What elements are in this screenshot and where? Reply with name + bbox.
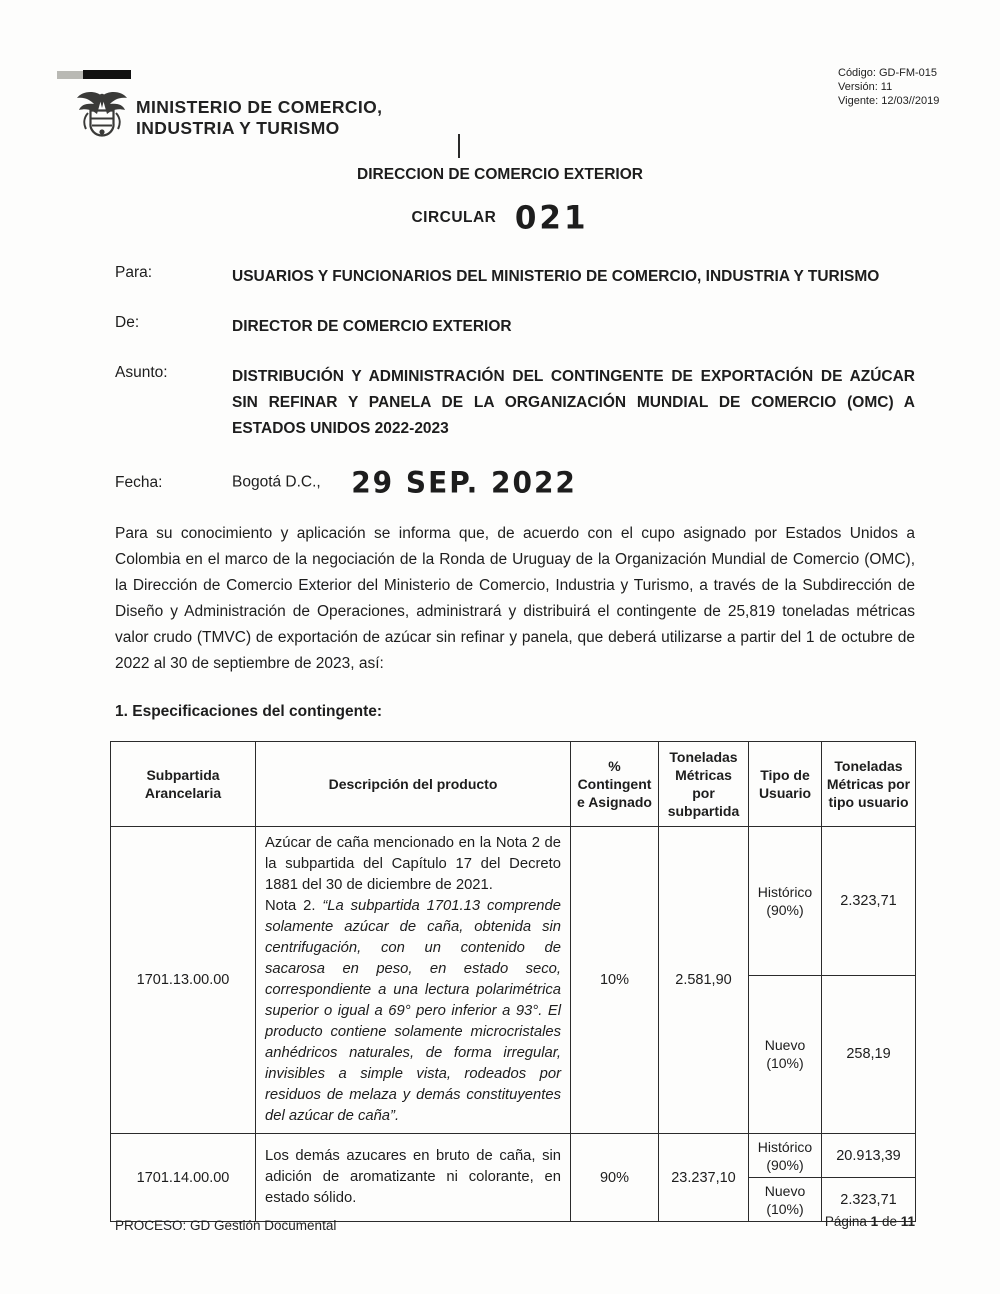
- tipo-usuario-cell: Nuevo (10%): [749, 1178, 822, 1222]
- ton-subpartida-cell: 2.581,90: [659, 827, 749, 1134]
- document-body: [0, 160, 1000, 1222]
- para-label: Para:: [115, 264, 153, 281]
- descripcion-cell: Los demás azucares en bruto de caña, sin adición de aromatizante ni colorante, en estado sólido.: [256, 1134, 571, 1222]
- pct-cell: 10%: [571, 827, 659, 1134]
- ton-tipo-cell: 2.323,71: [822, 827, 916, 976]
- col-header-ton-tipo: Toneladas Métricas por tipo usuario: [822, 742, 916, 827]
- circular-number-stamp: 021: [514, 199, 589, 237]
- ministry-title-line1: MINISTERIO DE COMERCIO,: [136, 97, 383, 117]
- tipo-usuario-cell: Histórico (90%): [749, 827, 822, 976]
- fecha-city: Bogotá D.C.,: [232, 473, 321, 491]
- scan-mark: [458, 134, 460, 158]
- table-row: [111, 1134, 916, 1178]
- circular-label: CIRCULAR: [411, 209, 497, 226]
- quota-table: [110, 741, 916, 1222]
- page-prefix: Página: [824, 1214, 871, 1229]
- asunto-label: Asunto:: [115, 364, 168, 381]
- intro-paragraph: Para su conocimiento y aplicación se informa que, de acuerdo con el cupo asignado por Estados Unidos a Colombia en el marco de la negociación de la Ronda de Uruguay de la Organización Mundial de Comercio (OMC), la Dirección de Comercio Exterior del Ministerio de Comercio, Industria y Turismo, a través de la Subdirección de Diseño y Administración de Operaciones, administrará y distribuirá el contingente de 25,819 toneladas métricas valor crudo (TMVC) de exportación de azúcar sin refinar y panela, que deberá utilizarse a partir del 1 de octubre de 2022 al 30 de septiembre de 2023, así:: [115, 525, 915, 672]
- page-indicator: [825, 1214, 915, 1229]
- descripcion-nota-quote: “La subpartida 1701.13 comprende solamente azúcar de caña, obtenida sin centrifugación, con un contenido de sacarosa en peso, en estado seco, correspondiente a una lectura polarimétrica superior o igual a 69° pero inferior a 93°. El producto contiene solamente microcristales anhédricos naturales, de forma irregular, invisibles a simple vista, rodeados por residuos de melaza y demás constituyentes del azúcar de caña”.: [265, 898, 561, 1124]
- ton-subpartida-cell: 23.237,10: [659, 1134, 749, 1222]
- subpartida-cell: 1701.13.00.00: [111, 827, 256, 1134]
- circular-line: [0, 200, 1000, 240]
- col-header-pct: % Contingente Asignado: [571, 742, 659, 827]
- document-code-block: [838, 66, 939, 108]
- page-number: 1: [870, 1214, 879, 1229]
- code-label: Código: GD-FM-015: [838, 67, 938, 79]
- meta-section: [0, 264, 1000, 499]
- tipo-usuario-cell: Nuevo (10%): [749, 975, 822, 1133]
- ministry-title: [136, 97, 382, 139]
- ton-tipo-cell: 258,19: [822, 975, 916, 1133]
- subpartida-cell: 1701.14.00.00: [111, 1134, 256, 1222]
- para-value: USUARIOS Y FUNCIONARIOS DEL MINISTERIO DE COMERCIO, INDUSTRIA Y TURISMO: [232, 268, 880, 285]
- section-heading: 1. Especificaciones del contingente:: [115, 703, 383, 720]
- de-value: DIRECTOR DE COMERCIO EXTERIOR: [232, 318, 512, 335]
- fecha-row: [115, 466, 915, 499]
- valid-from-label: Vigente: 12/03//2019: [838, 95, 940, 107]
- descripcion-cell: [256, 827, 571, 1134]
- version-label: Versión: 11: [838, 81, 893, 93]
- header-bar-black: [83, 70, 131, 79]
- quota-table-wrapper: [110, 741, 1000, 1222]
- coat-of-arms-logo: [72, 88, 132, 146]
- date-stamp: 29 SEP. 2022: [351, 465, 577, 500]
- table-header-row: [111, 742, 916, 827]
- ton-tipo-cell: 2.323,71: [822, 1178, 916, 1222]
- tipo-usuario-cell: Histórico (90%): [749, 1134, 822, 1178]
- asunto-value: DISTRIBUCIÓN Y ADMINISTRACIÓN DEL CONTINGENTE DE EXPORTACIÓN DE AZÚCAR SIN REFINAR Y PANELA DE LA ORGANIZACIÓN MUNDIAL DE COMERCIO (OMC) A ESTADOS UNIDOS 2022-2023: [232, 368, 915, 437]
- pct-cell: 90%: [571, 1134, 659, 1222]
- ministry-title-line2: INDUSTRIA Y TURISMO: [136, 118, 340, 138]
- page-total: 11: [900, 1214, 915, 1229]
- de-row: [115, 314, 915, 340]
- header-bar-gray: [57, 71, 83, 79]
- col-header-tipo: Tipo de Usuario: [749, 742, 822, 827]
- table-row: [111, 827, 916, 976]
- direction-title: DIRECCION DE COMERCIO EXTERIOR: [357, 166, 643, 183]
- fecha-label: Fecha:: [115, 473, 163, 491]
- page-de: de: [878, 1214, 901, 1229]
- descripcion-main: Azúcar de caña mencionado en la Nota 2 de la subpartida del Capítulo 17 del Decreto 1881 del 30 de diciembre de 2021.: [265, 835, 561, 893]
- de-label: De:: [115, 314, 140, 331]
- col-header-subpartida: Subpartida Arancelaria: [111, 742, 256, 827]
- col-header-descripcion: Descripción del producto: [256, 742, 571, 827]
- process-label: PROCESO: GD Gestión Documental: [115, 1218, 337, 1233]
- col-header-ton-subpartida: Toneladas Métricas por subpartida: [659, 742, 749, 827]
- para-row: [115, 264, 915, 290]
- ton-tipo-cell: 20.913,39: [822, 1134, 916, 1178]
- asunto-row: [115, 364, 915, 442]
- descripcion-nota-label: Nota 2.: [265, 898, 323, 914]
